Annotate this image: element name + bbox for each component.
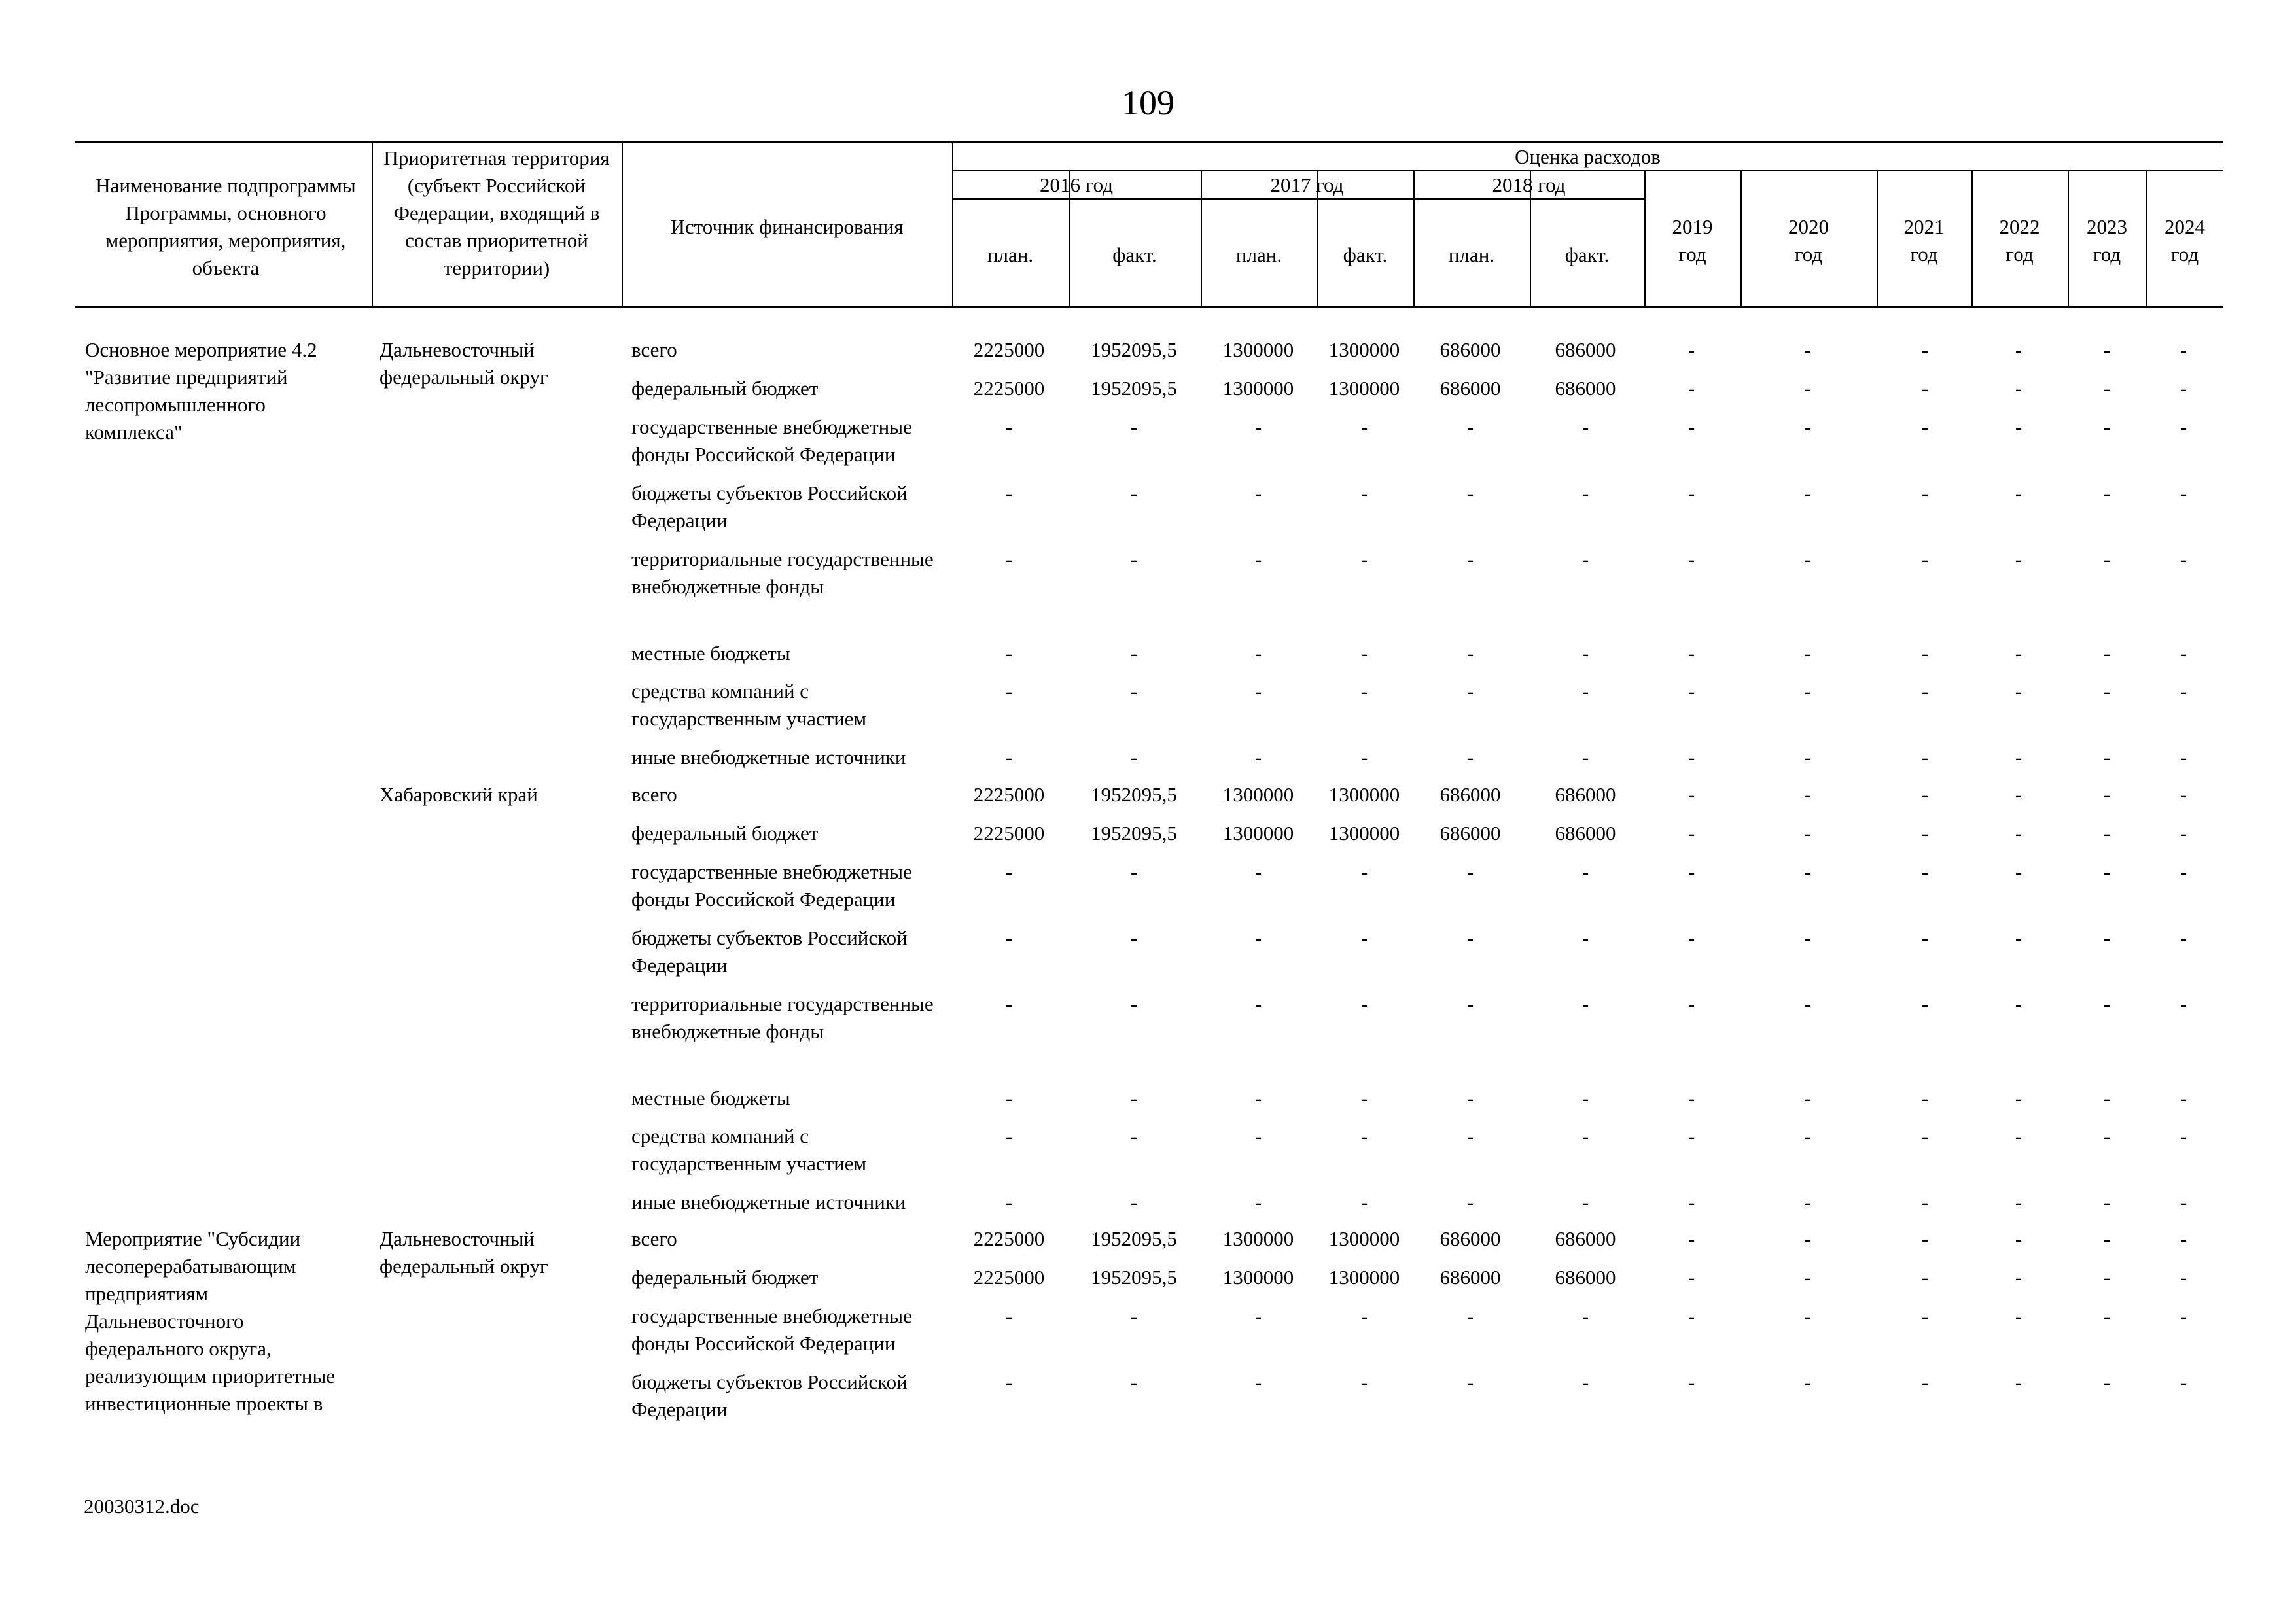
header-fact-2016: факт. [1112, 243, 1157, 266]
table-cell: - [1254, 680, 1262, 703]
table-cell: - [1581, 481, 1589, 504]
table-cell: - [1581, 860, 1589, 883]
table-cell: - [1130, 481, 1138, 504]
table-cell: - [2015, 860, 2022, 883]
table-cell: - [1921, 1087, 1929, 1109]
table-cell: - [1360, 1370, 1368, 1393]
table-cell: - [2180, 680, 2187, 703]
table-cell: 1300000 [1328, 783, 1400, 806]
table-cell: - [2103, 992, 2111, 1015]
table-cell: - [1254, 860, 1262, 883]
table-cell: - [1804, 822, 1812, 845]
table-cell: 686000 [1555, 1266, 1616, 1289]
table-cell: - [1466, 926, 1474, 949]
table-cell: - [1804, 1125, 1812, 1147]
header-year-2019: 2019 год [1672, 215, 1713, 266]
table-cell: - [1005, 926, 1013, 949]
table-cell: - [1130, 1370, 1138, 1393]
territory-name: Хабаровский край [380, 783, 538, 806]
table-cell: 1300000 [1328, 1227, 1400, 1250]
table-cell: - [1130, 1304, 1138, 1327]
table-cell: - [2180, 746, 2187, 769]
table-cell: - [2015, 680, 2022, 703]
table-cell: - [1254, 926, 1262, 949]
funding-source: государственные внебюджетные фонды Российской Федерации [631, 415, 912, 466]
table-cell: - [1005, 1087, 1013, 1109]
funding-source: бюджеты субъектов Российской Федерации [631, 481, 908, 532]
table-cell: - [1254, 548, 1262, 570]
table-cell: 686000 [1439, 377, 1501, 400]
table-cell: 686000 [1555, 822, 1616, 845]
table-cell: - [1466, 415, 1474, 438]
table-cell: - [1581, 680, 1589, 703]
table-cell: - [1921, 992, 1929, 1015]
table-cell: - [1581, 926, 1589, 949]
table-cell: - [1687, 377, 1695, 400]
table-cell: - [2180, 783, 2187, 806]
table-cell: - [2103, 1087, 2111, 1109]
table-cell: - [2180, 992, 2187, 1015]
table-cell: - [2180, 377, 2187, 400]
table-cell: 1300000 [1222, 1227, 1294, 1250]
table-cell: - [1005, 992, 1013, 1015]
table-cell: - [1360, 481, 1368, 504]
funding-source: местные бюджеты [631, 1087, 790, 1109]
table-cell: - [2015, 338, 2022, 361]
table-cell: - [2103, 926, 2111, 949]
page-number: 109 [1122, 83, 1174, 122]
table-cell: - [1687, 548, 1695, 570]
table-cell: - [1254, 481, 1262, 504]
header-name: Наименование подпрограммы Программы, основного мероприятия, мероприятия, объекта [96, 174, 356, 279]
table-cell: - [1921, 338, 1929, 361]
header-source: Источник финансирования [670, 215, 904, 238]
table-cell: - [1466, 992, 1474, 1015]
table-cell: - [2180, 926, 2187, 949]
table-cell: - [2015, 642, 2022, 665]
table-cell: - [2015, 1266, 2022, 1289]
table-cell: - [2103, 481, 2111, 504]
table-cell: - [1466, 680, 1474, 703]
table-cell: - [2015, 926, 2022, 949]
table-cell: - [1581, 415, 1589, 438]
header-bottom-rule [75, 306, 2223, 308]
table-cell: - [2103, 338, 2111, 361]
table-cell: - [1360, 1304, 1368, 1327]
table-cell: - [2103, 1227, 2111, 1250]
table-cell: - [1005, 548, 1013, 570]
table-cell: - [1005, 860, 1013, 883]
table-cell: - [1921, 481, 1929, 504]
table-cell: - [1466, 548, 1474, 570]
table-cell: 1300000 [1222, 822, 1294, 845]
table-cell: - [1360, 548, 1368, 570]
table-cell: - [1921, 1266, 1929, 1289]
table-cell: - [1254, 1087, 1262, 1109]
table-cell: 1300000 [1328, 1266, 1400, 1289]
table-cell: - [1360, 926, 1368, 949]
header-divider [372, 141, 373, 306]
table-cell: 1952095,5 [1091, 783, 1177, 806]
table-cell: - [1360, 746, 1368, 769]
funding-source: всего [631, 783, 677, 806]
table-cell: - [1581, 1125, 1589, 1147]
table-cell: - [2103, 377, 2111, 400]
table-cell: - [2180, 481, 2187, 504]
table-cell: - [2180, 338, 2187, 361]
table-cell: - [1687, 680, 1695, 703]
header-year-2016: 2016 год [1039, 173, 1114, 196]
table-cell: - [1130, 680, 1138, 703]
table-cell: 1952095,5 [1091, 377, 1177, 400]
table-cell: - [1804, 1227, 1812, 1250]
table-cell: - [1254, 642, 1262, 665]
table-cell: - [2180, 1125, 2187, 1147]
table-cell: - [2103, 822, 2111, 845]
table-cell: 2225000 [973, 1266, 1045, 1289]
table-cell: 686000 [1439, 338, 1501, 361]
table-cell: - [1005, 642, 1013, 665]
funding-source: местные бюджеты [631, 642, 790, 665]
table-cell: - [2103, 783, 2111, 806]
table-cell: - [1687, 415, 1695, 438]
table-cell: - [1804, 415, 1812, 438]
table-cell: - [1804, 746, 1812, 769]
funding-source: средства компаний с государственным участием [631, 680, 867, 730]
header-plan-2018: план. [1448, 243, 1495, 266]
table-cell: - [1130, 642, 1138, 665]
table-cell: - [1466, 481, 1474, 504]
table-cell: - [1005, 481, 1013, 504]
table-cell: - [1005, 1370, 1013, 1393]
table-cell: 2225000 [973, 822, 1045, 845]
table-cell: - [2015, 746, 2022, 769]
table-cell: - [1005, 1304, 1013, 1327]
table-cell: - [2015, 1087, 2022, 1109]
table-cell: - [2015, 1370, 2022, 1393]
table-cell: - [1921, 783, 1929, 806]
table-cell: - [1804, 1087, 1812, 1109]
table-cell: - [1921, 377, 1929, 400]
table-cell: - [1130, 548, 1138, 570]
table-cell: - [1687, 860, 1695, 883]
table-cell: - [1360, 1125, 1368, 1147]
header-year-2018: 2018 год [1492, 173, 1566, 196]
table-cell: - [1687, 992, 1695, 1015]
table-cell: - [1687, 1370, 1695, 1393]
funding-source: федеральный бюджет [631, 1266, 819, 1289]
table-cell: 686000 [1439, 1227, 1501, 1250]
header-estimate: Оценка расходов [1515, 145, 1661, 168]
table-cell: - [2180, 642, 2187, 665]
table-cell: - [1360, 415, 1368, 438]
table-cell: 1300000 [1328, 338, 1400, 361]
table-cell: - [1466, 1370, 1474, 1393]
table-cell: - [2103, 1125, 2111, 1147]
table-cell: - [1687, 1087, 1695, 1109]
funding-source: средства компаний с государственным участием [631, 1125, 867, 1175]
funding-source: федеральный бюджет [631, 377, 819, 400]
table-cell: - [1130, 746, 1138, 769]
table-cell: - [1687, 822, 1695, 845]
table-cell: - [1921, 1191, 1929, 1213]
table-cell: 686000 [1439, 822, 1501, 845]
table-cell: - [1360, 860, 1368, 883]
table-cell: - [1581, 1087, 1589, 1109]
table-cell: - [1687, 1191, 1695, 1213]
table-cell: - [1687, 1266, 1695, 1289]
table-cell: - [1687, 481, 1695, 504]
table-cell: - [1921, 1125, 1929, 1147]
table-cell: - [2015, 822, 2022, 845]
footer-filename: 20030312.doc [84, 1495, 200, 1518]
table-cell: - [1804, 1370, 1812, 1393]
table-cell: - [1130, 415, 1138, 438]
table-cell: - [2180, 1191, 2187, 1213]
table-cell: - [1804, 1304, 1812, 1327]
table-cell: - [2180, 1266, 2187, 1289]
table-cell: - [1581, 642, 1589, 665]
group-name: Мероприятие "Субсидии лесоперерабатывающим предприятиям Дальневосточного федерального округа, реализующим приоритетные инвестиционные проекты в [85, 1227, 336, 1415]
table-cell: - [1581, 548, 1589, 570]
table-cell: - [2103, 642, 2111, 665]
table-cell: - [1921, 746, 1929, 769]
table-cell: - [1360, 1191, 1368, 1213]
table-cell: - [2103, 746, 2111, 769]
table-cell: - [1005, 680, 1013, 703]
table-cell: - [2180, 1304, 2187, 1327]
funding-source: бюджеты субъектов Российской Федерации [631, 926, 908, 977]
table-cell: - [1254, 746, 1262, 769]
table-cell: - [1804, 926, 1812, 949]
table-cell: - [1687, 642, 1695, 665]
table-cell: - [1921, 680, 1929, 703]
table-cell: - [2180, 1227, 2187, 1250]
table-cell: - [1804, 680, 1812, 703]
table-cell: 686000 [1555, 377, 1616, 400]
table-cell: - [1581, 746, 1589, 769]
table-cell: - [1360, 1087, 1368, 1109]
table-cell: - [1254, 1125, 1262, 1147]
table-cell: - [1360, 642, 1368, 665]
header-year-2024: 2024 год [2164, 215, 2205, 266]
table-cell: - [2015, 377, 2022, 400]
table-cell: - [1921, 415, 1929, 438]
funding-source: государственные внебюджетные фонды Российской Федерации [631, 860, 912, 911]
table-cell: - [1254, 1191, 1262, 1213]
table-cell: 1300000 [1328, 822, 1400, 845]
table-cell: - [2015, 548, 2022, 570]
table-cell: 686000 [1555, 338, 1616, 361]
header-divider [622, 141, 623, 306]
table-cell: - [1360, 992, 1368, 1015]
funding-source: территориальные государственные внебюджетные фонды [631, 992, 934, 1043]
table-cell: - [1804, 377, 1812, 400]
table-cell: - [1804, 338, 1812, 361]
table-cell: - [1466, 860, 1474, 883]
table-cell: - [1921, 1227, 1929, 1250]
table-cell: - [1687, 338, 1695, 361]
table-cell: 1952095,5 [1091, 338, 1177, 361]
table-cell: - [1687, 783, 1695, 806]
funding-source: бюджеты субъектов Российской Федерации [631, 1370, 908, 1421]
table-cell: - [1466, 1191, 1474, 1213]
table-cell: - [1254, 415, 1262, 438]
table-cell: - [1130, 1125, 1138, 1147]
table-cell: 2225000 [973, 338, 1045, 361]
table-cell: - [1130, 1191, 1138, 1213]
funding-source: иные внебюджетные источники [631, 1191, 906, 1213]
table-cell: - [1921, 1304, 1929, 1327]
table-cell: - [1687, 1227, 1695, 1250]
table-cell: - [1581, 992, 1589, 1015]
table-cell: 1300000 [1328, 377, 1400, 400]
funding-source: иные внебюджетные источники [631, 746, 906, 769]
table-cell: - [1130, 992, 1138, 1015]
table-cell: 1952095,5 [1091, 1266, 1177, 1289]
table-cell: - [2015, 1227, 2022, 1250]
header-fact-2018: факт. [1564, 243, 1610, 266]
table-cell: - [2103, 1266, 2111, 1289]
table-cell: - [1466, 642, 1474, 665]
funding-source: территориальные государственные внебюджетные фонды [631, 548, 934, 598]
table-cell: - [1130, 926, 1138, 949]
table-cell: - [1130, 860, 1138, 883]
table-cell: - [1687, 926, 1695, 949]
table-cell: - [1921, 860, 1929, 883]
funding-source: федеральный бюджет [631, 822, 819, 845]
header-year-2022: 2022 год [1999, 215, 2040, 266]
table-cell: - [2103, 1370, 2111, 1393]
table-cell: - [1804, 992, 1812, 1015]
group-name: Основное мероприятие 4.2 "Развитие предприятий лесопромышленного комплекса" [85, 338, 317, 444]
table-cell: - [1581, 1370, 1589, 1393]
table-cell: 686000 [1555, 783, 1616, 806]
table-cell: - [2180, 548, 2187, 570]
table-cell: 1300000 [1222, 377, 1294, 400]
table-cell: - [1804, 860, 1812, 883]
table-cell: - [2015, 992, 2022, 1015]
table-cell: - [1921, 822, 1929, 845]
table-cell: 1952095,5 [1091, 1227, 1177, 1250]
table-cell: - [1804, 783, 1812, 806]
table-cell: - [1687, 1304, 1695, 1327]
table-cell: - [1005, 1125, 1013, 1147]
table-cell: - [1360, 680, 1368, 703]
table-cell: - [1466, 1087, 1474, 1109]
table-cell: - [2103, 1304, 2111, 1327]
table-cell: - [1687, 746, 1695, 769]
table-cell: - [1466, 1304, 1474, 1327]
table-cell: 2225000 [973, 377, 1045, 400]
territory-name: Дальневосточный федеральный округ [380, 338, 548, 389]
table-cell: - [2180, 860, 2187, 883]
table-cell: - [2103, 680, 2111, 703]
table-cell: 2225000 [973, 783, 1045, 806]
table-cell: - [1921, 548, 1929, 570]
table-cell: - [1254, 1304, 1262, 1327]
table-cell: - [1130, 1087, 1138, 1109]
header-plan-2017: план. [1235, 243, 1282, 266]
territory-name: Дальневосточный федеральный округ [380, 1227, 548, 1278]
table-cell: - [1921, 926, 1929, 949]
table-cell: - [2103, 1191, 2111, 1213]
table-cell: 1300000 [1222, 338, 1294, 361]
table-cell: 686000 [1555, 1227, 1616, 1250]
table-cell: - [1005, 415, 1013, 438]
header-year-2023: 2023 год [2087, 215, 2127, 266]
header-plan-2016: план. [987, 243, 1034, 266]
header-year-2020: 2020 год [1788, 215, 1829, 266]
table-cell: - [2180, 415, 2187, 438]
table-cell: 686000 [1439, 783, 1501, 806]
table-cell: - [2103, 415, 2111, 438]
table-cell: - [1804, 548, 1812, 570]
table-cell: 1300000 [1222, 1266, 1294, 1289]
table-cell: - [2015, 1304, 2022, 1327]
table-cell: 1952095,5 [1091, 822, 1177, 845]
table-cell: - [1005, 746, 1013, 769]
funding-source: всего [631, 338, 677, 361]
header-year-2021: 2021 год [1903, 215, 1945, 266]
table-cell: - [1254, 992, 1262, 1015]
table-cell: - [2015, 783, 2022, 806]
table-cell: - [2015, 415, 2022, 438]
table-cell: 686000 [1439, 1266, 1501, 1289]
table-cell: - [1581, 1191, 1589, 1213]
table-cell: - [2015, 1125, 2022, 1147]
table-cell: - [2180, 1370, 2187, 1393]
table-cell: - [1005, 1191, 1013, 1213]
funding-source: всего [631, 1227, 677, 1250]
table-cell: - [2180, 1087, 2187, 1109]
table-cell: - [1921, 1370, 1929, 1393]
table-cell: - [2103, 548, 2111, 570]
table-cell: - [2015, 1191, 2022, 1213]
table-cell: - [1804, 642, 1812, 665]
table-cell: 1300000 [1222, 783, 1294, 806]
table-cell: - [1581, 1304, 1589, 1327]
table-cell: - [1804, 1191, 1812, 1213]
table-cell: - [2103, 860, 2111, 883]
table-cell: - [1921, 642, 1929, 665]
table-cell: - [2180, 822, 2187, 845]
table-cell: - [1687, 1125, 1695, 1147]
header-year-2017: 2017 год [1270, 173, 1344, 196]
header-fact-2017: факт. [1343, 243, 1388, 266]
table-cell: 2225000 [973, 1227, 1045, 1250]
table-cell: - [2015, 481, 2022, 504]
table-cell: - [1804, 481, 1812, 504]
table-cell: - [1804, 1266, 1812, 1289]
funding-source: государственные внебюджетные фонды Российской Федерации [631, 1304, 912, 1355]
header-territory: Приоритетная территория (субъект Российской Федерации, входящий в состав приоритетной территории) [383, 147, 610, 279]
table-cell: - [1254, 1370, 1262, 1393]
table-cell: - [1466, 1125, 1474, 1147]
table-cell: - [1466, 746, 1474, 769]
